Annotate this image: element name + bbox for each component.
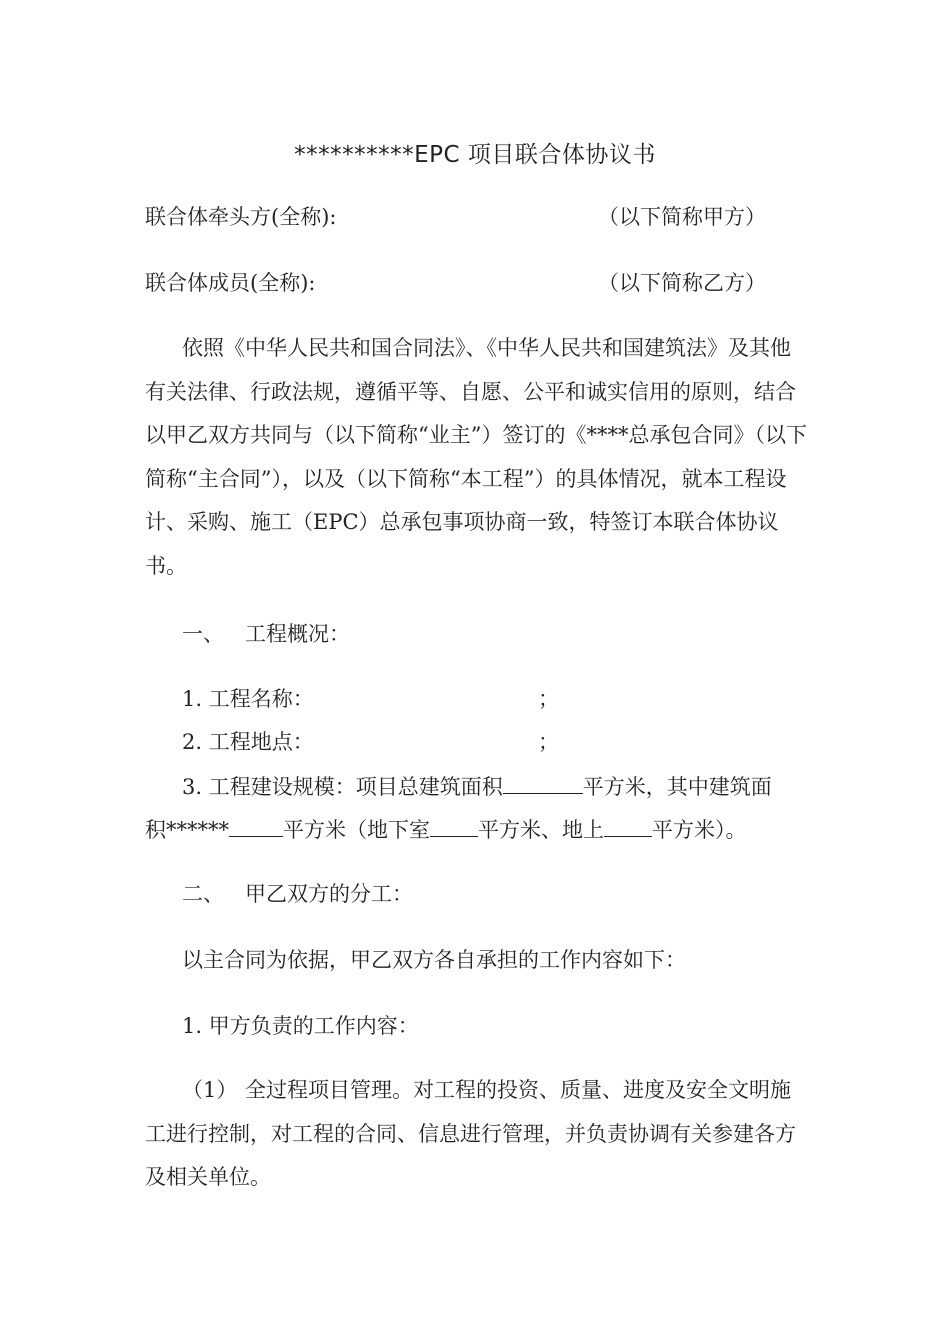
item-scale-part-a: 3. 工程建设规模：项目总建筑面积 — [182, 775, 503, 799]
member-party-note: （以下简称乙方） — [598, 271, 766, 295]
lead-party-note: （以下简称甲方） — [598, 205, 766, 229]
blank-above-ground-area — [604, 814, 652, 837]
item-project-name-end: ； — [538, 687, 559, 711]
intro-paragraph: 依照《中华人民共和国合同法》、《中华人民共和国建筑法》及其他有关法律、行政法规，遵循平等、自愿、公平和诚实信用的原则，结合以甲乙双方共同与（以下简称“业主”）签订的《****总承包合同》（以下简称“主合同”），以及（以下简称“本工程”）的具体情况，就本工程设计、采购、施工（EPC）总承包事项协商一致，特签订本联合体协议书。 — [145, 336, 807, 578]
item-scale-part-c: 积****** — [145, 818, 229, 842]
section-2-heading: 甲乙双方的分工： — [245, 882, 413, 906]
section-2-number: 二、 — [182, 882, 224, 906]
party-a-work-heading: 1. 甲方负责的工作内容： — [182, 1014, 419, 1038]
division-intro: 以主合同为依据，甲乙双方各自承担的工作内容如下： — [182, 948, 686, 972]
section-1-heading: 工程概况： — [245, 622, 350, 646]
item-scale-line1 — [182, 771, 772, 801]
blank-total-area — [503, 771, 583, 794]
work-item-1-number: （1） — [182, 1078, 238, 1102]
item-project-name-label: 1. 工程名称： — [182, 687, 314, 711]
document-title: **********EPC 项目联合体协议书 — [294, 142, 656, 168]
work-item-1-text: 全过程项目管理。对工程的投资、质量、进度及安全文明施工进行控制，对工程的合同、信息进行管理，并负责协调有关参建各方及相关单位。 — [145, 1078, 796, 1189]
blank-building-area — [229, 814, 283, 837]
member-party-label: 联合体成员(全称): — [145, 271, 316, 295]
item-project-location-label: 2. 工程地点： — [182, 730, 314, 754]
blank-basement-area — [430, 814, 478, 837]
item-scale-part-f: 平方米）。 — [652, 818, 747, 842]
item-scale-line2 — [145, 814, 747, 844]
lead-party-label: 联合体牵头方(全称): — [145, 205, 337, 229]
item-scale-part-b: 平方米，其中建筑面 — [582, 775, 772, 799]
item-project-location-end: ； — [538, 730, 559, 754]
item-scale-part-e: 平方米、地上 — [478, 818, 604, 842]
section-1-number: 一、 — [182, 622, 224, 646]
item-scale-part-d: 平方米（地下室 — [283, 818, 430, 842]
